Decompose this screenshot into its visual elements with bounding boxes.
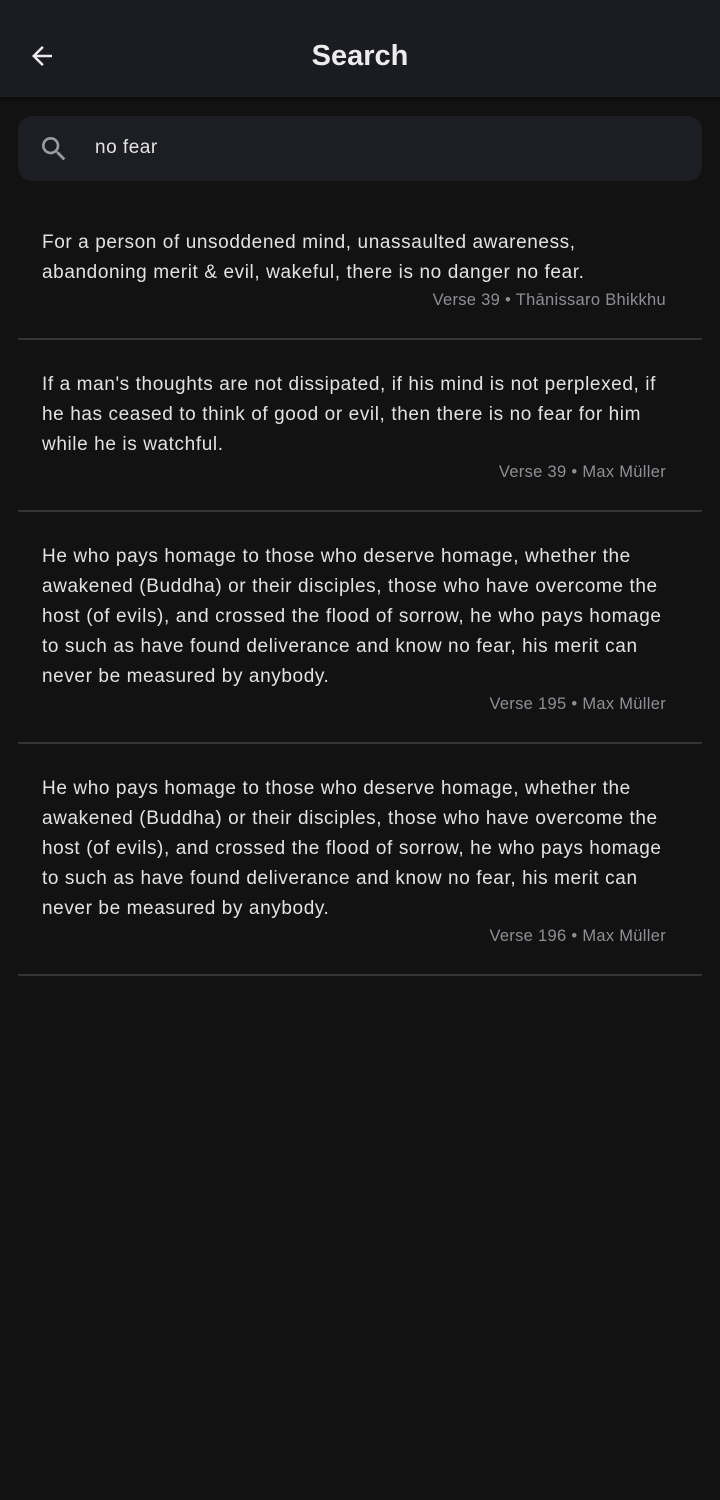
verse-label: Verse 196	[489, 927, 567, 945]
result-meta	[42, 460, 678, 484]
verse-label: Verse 39	[498, 463, 567, 481]
search-input[interactable]	[95, 130, 675, 166]
result-item[interactable]	[18, 198, 702, 340]
meta-separator: •	[505, 291, 512, 309]
result-item[interactable]	[18, 744, 702, 976]
result-text: He who pays homage to those who deserve homage, whether the awakened (Buddha) or their disciples, those who have overcome the host (of evils), and crossed the flood of sorrow, he who pays homage to such as have found deliverance and know no fear, his merit can never be measured by anybody.	[42, 546, 662, 687]
result-text: For a person of unsoddened mind, unassaulted awareness, abandoning merit & evil, wakeful, there is no danger no fear.	[42, 232, 585, 283]
search-results-list	[18, 198, 702, 976]
result-meta	[42, 692, 678, 716]
result-meta	[42, 924, 678, 948]
translator-label: Max Müller	[582, 927, 666, 945]
meta-separator: •	[571, 927, 578, 945]
translator-label: Thānissaro Bhikkhu	[515, 291, 666, 309]
translator-label: Max Müller	[582, 463, 666, 481]
result-meta	[42, 288, 678, 312]
result-item[interactable]	[18, 512, 702, 744]
result-item[interactable]	[18, 340, 702, 512]
search-icon	[38, 133, 70, 165]
meta-separator: •	[571, 463, 578, 481]
search-bar[interactable]	[18, 116, 702, 181]
meta-separator: •	[571, 695, 578, 713]
verse-label: Verse 195	[489, 695, 567, 713]
page-title: Search	[311, 40, 409, 72]
verse-label: Verse 39	[432, 291, 501, 309]
result-text: He who pays homage to those who deserve homage, whether the awakened (Buddha) or their disciples, those who have overcome the host (of evils), and crossed the flood of sorrow, he who pays homage to such as have found deliverance and know no fear, his merit can never be measured by anybody.	[42, 778, 662, 919]
translator-label: Max Müller	[582, 695, 666, 713]
app-header	[0, 0, 720, 97]
result-text: If a man's thoughts are not dissipated, if his mind is not perplexed, if he has ceased to think of good or evil, then there is no fear for him while he is watchful.	[42, 374, 656, 455]
